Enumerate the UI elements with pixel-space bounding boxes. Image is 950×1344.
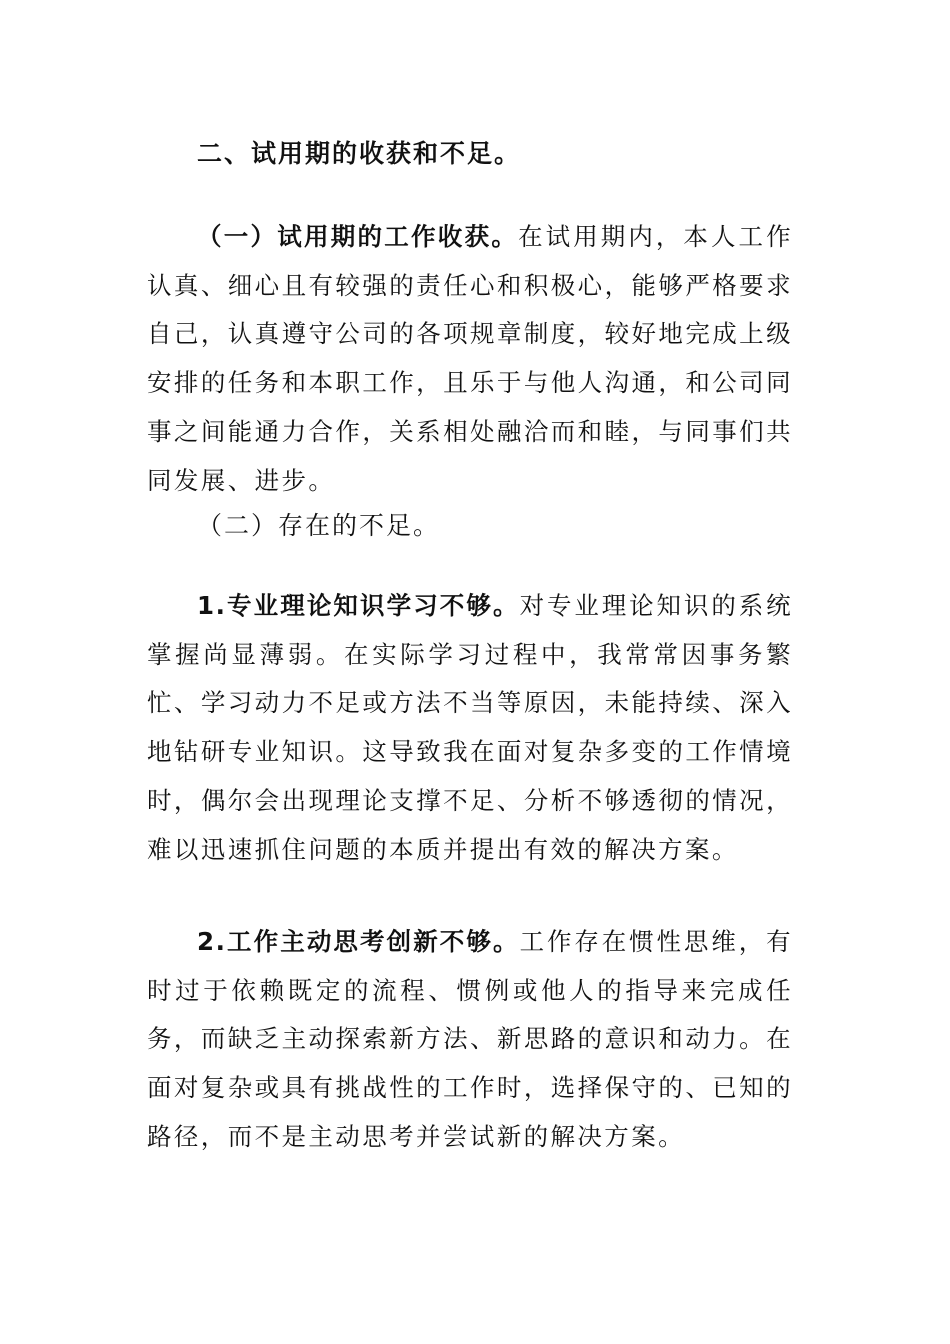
paragraph-innovation-shortfall-lead: 2.工作主动思考创新不够。 — [197, 927, 520, 956]
paragraph-work-gains-body: 在试用期内，本人工作认真、细心且有较强的责任心和积极心，能够严格要求自己，认真遵守公司的各项规章制度，较好地完成上级安排的任务和本职工作，且乐于与他人沟通，和公司同事之间能通力合作，关系相处融洽而和睦，与同事们共同发展、进步。 — [147, 222, 794, 495]
paragraph-theory-shortfall — [147, 582, 793, 874]
paragraph-work-gains — [147, 213, 793, 505]
section-title: 二、试用期的收获和不足。 — [197, 139, 522, 168]
paragraph-innovation-shortfall-body: 工作存在惯性思维，有时过于依赖既定的流程、惯例或他人的指导来完成任务，而缺乏主动探索新方法、新思路的意识和动力。在面对复杂或具有挑战性的工作时，选择保守的、已知的路径，而不是主动思考并尝试新的解决方案。 — [147, 927, 794, 1151]
paragraph-theory-shortfall-lead: 1.专业理论知识学习不够。 — [197, 591, 520, 620]
paragraph-work-gains-lead: （一）试用期的工作收获。 — [197, 222, 519, 251]
paragraph-theory-shortfall-body: 对专业理论知识的系统掌握尚显薄弱。在实际学习过程中，我常常因事务繁忙、学习动力不足或方法不当等原因，未能持续、深入地钻研专业知识。这导致我在面对复杂多变的工作情境时，偶尔会出现理论支撑不足、分析不够透彻的情况，难以迅速抓住问题的本质并提出有效的解决方案。 — [147, 591, 794, 864]
paragraph-innovation-shortfall — [147, 918, 793, 1162]
shortcomings-title: （二）存在的不足。 — [197, 511, 441, 540]
